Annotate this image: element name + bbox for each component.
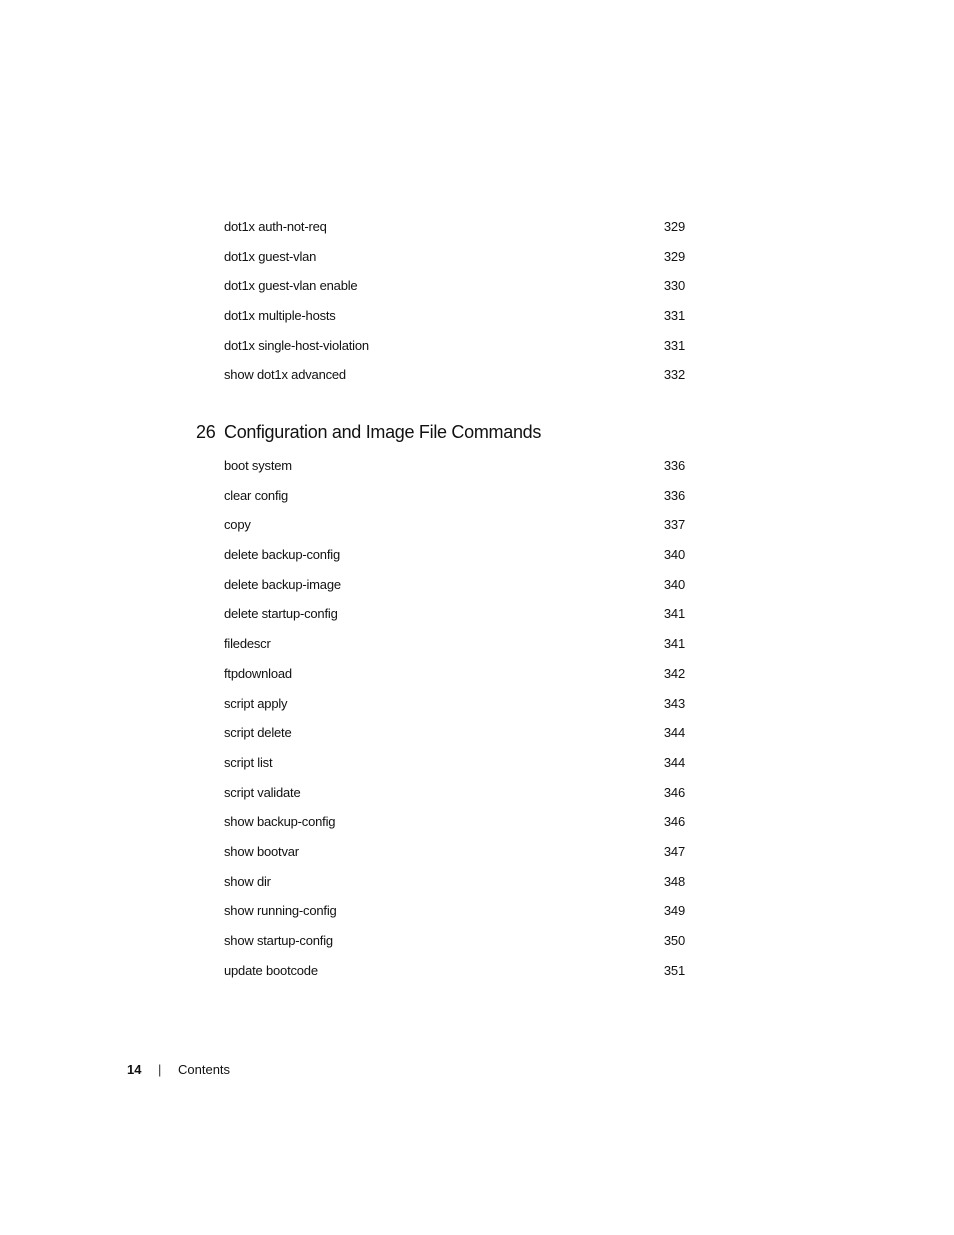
- toc-entry[interactable]: [224, 577, 685, 607]
- toc-entry-page: 346: [663, 784, 685, 800]
- toc-entry[interactable]: [224, 636, 685, 666]
- toc-entry[interactable]: [224, 308, 685, 338]
- toc-entry-title: script list: [224, 754, 273, 770]
- toc-entry-page: 349: [663, 903, 685, 919]
- toc-entry-title: script validate: [224, 784, 301, 800]
- toc-entry[interactable]: [224, 517, 685, 547]
- toc-entry[interactable]: [224, 755, 685, 785]
- toc-entry-title: show startup-config: [224, 933, 333, 948]
- footer-section-label: Contents: [178, 1062, 231, 1077]
- toc-entry-title: dot1x guest-vlan enable: [224, 278, 358, 294]
- toc-entry-title: filedescr: [224, 636, 271, 652]
- toc-entry-page: 344: [663, 725, 685, 741]
- toc-entry-page: 330: [663, 278, 685, 294]
- toc-entry-page: 344: [663, 754, 685, 770]
- toc-entry-title: show dot1x advanced: [224, 367, 346, 383]
- toc-entry[interactable]: [224, 249, 685, 279]
- toc-entry-title: delete backup-config: [224, 547, 340, 563]
- toc-entry-title: dot1x auth-not-req: [224, 219, 327, 234]
- toc-entry-title: delete backup-image: [224, 576, 341, 592]
- toc-entry[interactable]: [224, 367, 685, 397]
- toc-entry-title: clear config: [224, 487, 289, 503]
- toc-entry-page: 340: [663, 576, 685, 592]
- toc-entry[interactable]: [224, 338, 685, 368]
- toc-entry-page: 348: [663, 873, 685, 889]
- toc-entry-page: 329: [663, 219, 685, 234]
- toc-entry[interactable]: [224, 933, 685, 963]
- toc-entry-page: 340: [663, 547, 685, 563]
- toc-entry-title: boot system: [224, 458, 292, 473]
- toc-entry[interactable]: [224, 666, 685, 696]
- toc-entry-page: 342: [663, 665, 685, 681]
- toc-entry[interactable]: [224, 219, 685, 249]
- toc-entry[interactable]: [224, 844, 685, 874]
- chapter-heading[interactable]: [196, 422, 541, 443]
- toc-entry-page: 331: [663, 337, 685, 353]
- toc-entry-title: dot1x multiple-hosts: [224, 308, 336, 324]
- toc-entry[interactable]: [224, 547, 685, 577]
- toc-entry-page: 329: [663, 248, 685, 264]
- chapter-number: 26: [196, 422, 216, 442]
- toc-entry[interactable]: [224, 458, 685, 488]
- toc-entry-page: 332: [663, 367, 685, 383]
- toc-entry-page: 337: [663, 517, 685, 533]
- toc-list-config-commands: [224, 458, 685, 992]
- toc-entry[interactable]: [224, 488, 685, 518]
- toc-entry-page: 343: [663, 695, 685, 711]
- toc-list-dot1x: [224, 219, 685, 397]
- toc-entry[interactable]: [224, 874, 685, 904]
- chapter-title: Configuration and Image File Commands: [224, 422, 542, 442]
- toc-entry-title: show bootvar: [224, 843, 299, 859]
- toc-entry[interactable]: [224, 606, 685, 636]
- toc-entry-title: show dir: [224, 873, 271, 889]
- toc-entry[interactable]: [224, 696, 685, 726]
- toc-entry-page: 346: [663, 814, 685, 830]
- footer-separator: |: [158, 1062, 162, 1077]
- toc-entry-title: show running-config: [224, 903, 337, 919]
- toc-entry[interactable]: [224, 278, 685, 308]
- toc-entry-title: script delete: [224, 725, 292, 741]
- page-footer: [127, 1062, 230, 1077]
- toc-entry-title: ftpdownload: [224, 665, 292, 681]
- toc-entry-title: show backup-config: [224, 814, 336, 830]
- toc-entry-title: update bootcode: [224, 962, 318, 978]
- toc-entry[interactable]: [224, 814, 685, 844]
- toc-entry-page: 331: [663, 308, 685, 324]
- toc-entry-page: 350: [663, 933, 685, 948]
- toc-entry-page: 336: [663, 487, 685, 503]
- toc-entry[interactable]: [224, 785, 685, 815]
- toc-entry-title: dot1x single-host-violation: [224, 337, 369, 353]
- toc-entry[interactable]: [224, 963, 685, 993]
- toc-entry-page: 351: [663, 962, 685, 978]
- toc-entry-title: delete startup-config: [224, 606, 338, 622]
- toc-entry-page: 341: [663, 606, 685, 622]
- toc-entry-title: dot1x guest-vlan: [224, 248, 317, 264]
- toc-entry[interactable]: [224, 903, 685, 933]
- toc-entry-title: copy: [224, 517, 251, 533]
- toc-entry-page: 336: [663, 458, 685, 473]
- toc-entry-title: script apply: [224, 695, 288, 711]
- toc-entry-page: 347: [663, 843, 685, 859]
- toc-entry[interactable]: [224, 725, 685, 755]
- folio-page-number: 14: [127, 1062, 142, 1077]
- toc-entry-page: 341: [663, 636, 685, 652]
